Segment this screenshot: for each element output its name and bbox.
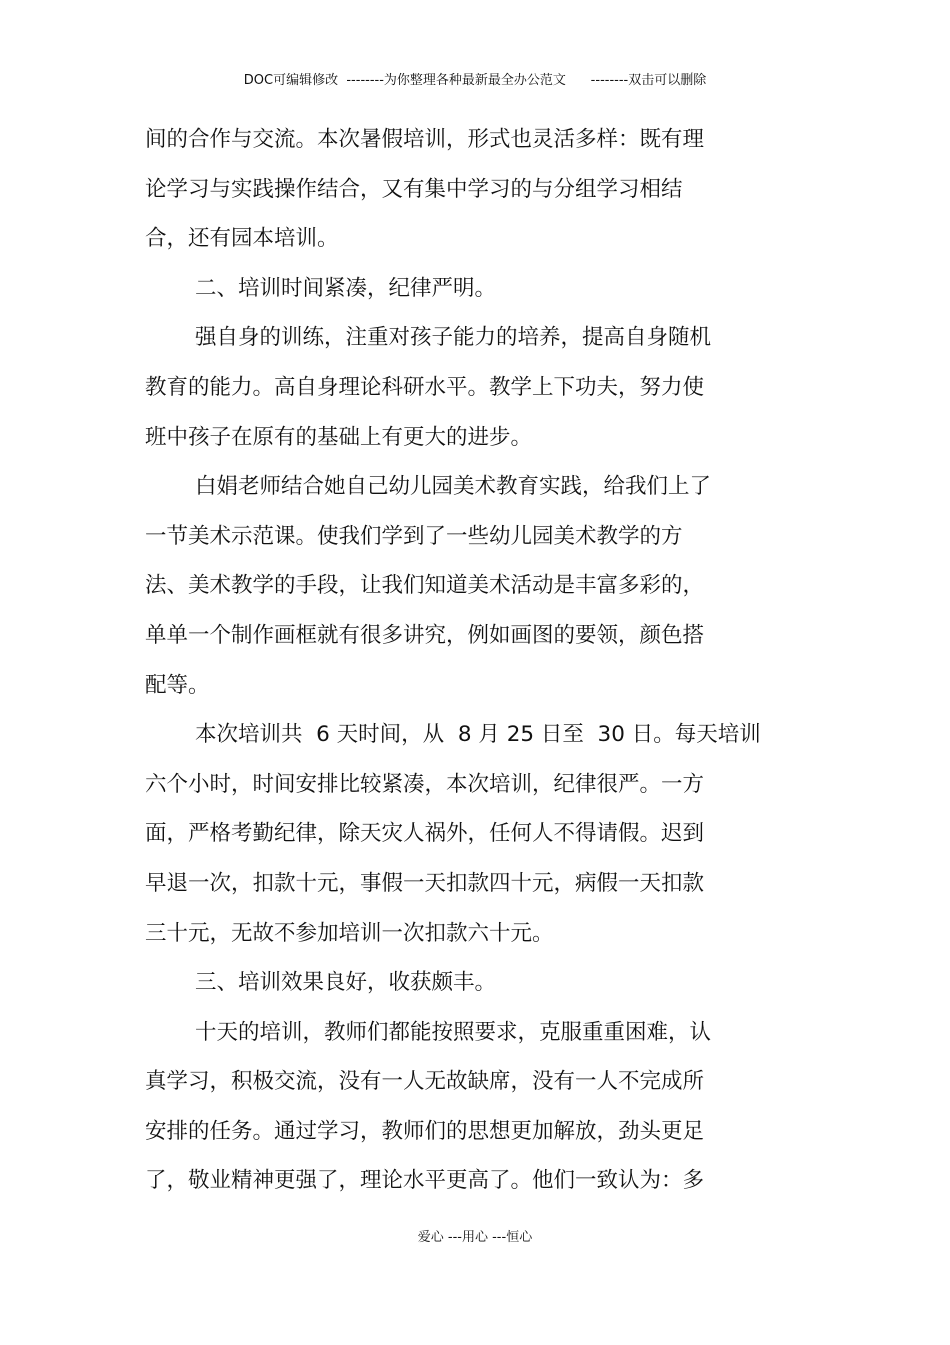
text-line: 三、培训效果良好，收获颇丰。: [195, 970, 497, 996]
text-line: 一节美术示范课。使我们学到了一些幼儿园美术教学的方: [145, 523, 683, 549]
text-line: 安排的任务。通过学习，教师们的思想更加解放，劲头更足: [145, 1118, 705, 1144]
text-line: 论学习与实践操作结合，又有集中学习的与分组学习相结: [145, 176, 683, 202]
text-line: 本次培训共 6 天时间，从 8 月 25 日至 30 日。每天培训: [195, 722, 761, 748]
document-body: [145, 120, 805, 1211]
text-line: 强自身的训练，注重对孩子能力的培养，提高自身随机: [195, 325, 712, 351]
text-line: 真学习，积极交流，没有一人无故缺席，没有一人不完成所: [145, 1069, 705, 1095]
text-line: 法、美术教学的手段，让我们知道美术活动是丰富多彩的，: [145, 573, 705, 599]
text-line: 白娟老师结合她自己幼儿园美术教育实践，给我们上了: [195, 474, 712, 500]
page-footer: 爱心 ---用心 ---恒心: [417, 1230, 533, 1245]
text-line: 单单一个制作画框就有很多讲究，例如画图的要领，颜色搭: [145, 622, 705, 648]
text-line: 配等。: [145, 672, 210, 698]
text-line: 教育的能力。高自身理论科研水平。教学上下功夫，努力使: [145, 374, 705, 400]
text-line: 六个小时，时间安排比较紧凑，本次培训，纪律很严。一方: [145, 771, 705, 797]
text-line: 早退一次，扣款十元，事假一天扣款四十元，病假一天扣款: [145, 870, 705, 896]
text-line: 三十元，无故不参加培训一次扣款六十元。: [145, 920, 554, 946]
text-line: 班中孩子在原有的基础上有更大的进步。: [145, 424, 533, 450]
text-line: 十天的培训，教师们都能按照要求，克服重重困难，认: [195, 1019, 712, 1045]
text-line: 了，敬业精神更强了，理论水平更高了。他们一致认为：多: [145, 1168, 705, 1194]
text-line: 间的合作与交流。本次暑假培训，形式也灵活多样：既有理: [145, 127, 705, 152]
text-line: 二、培训时间紧凑，纪律严明。: [195, 275, 497, 301]
text-line: 面，严格考勤纪律，除天灾人祸外，任何人不得请假。迟到: [145, 821, 705, 847]
text-line: 合，还有园本培训。: [145, 226, 339, 252]
page-header: DOC可编辑修改 --------为你整理各种最新最全办公范文 --------双击可以删除: [243, 73, 707, 88]
